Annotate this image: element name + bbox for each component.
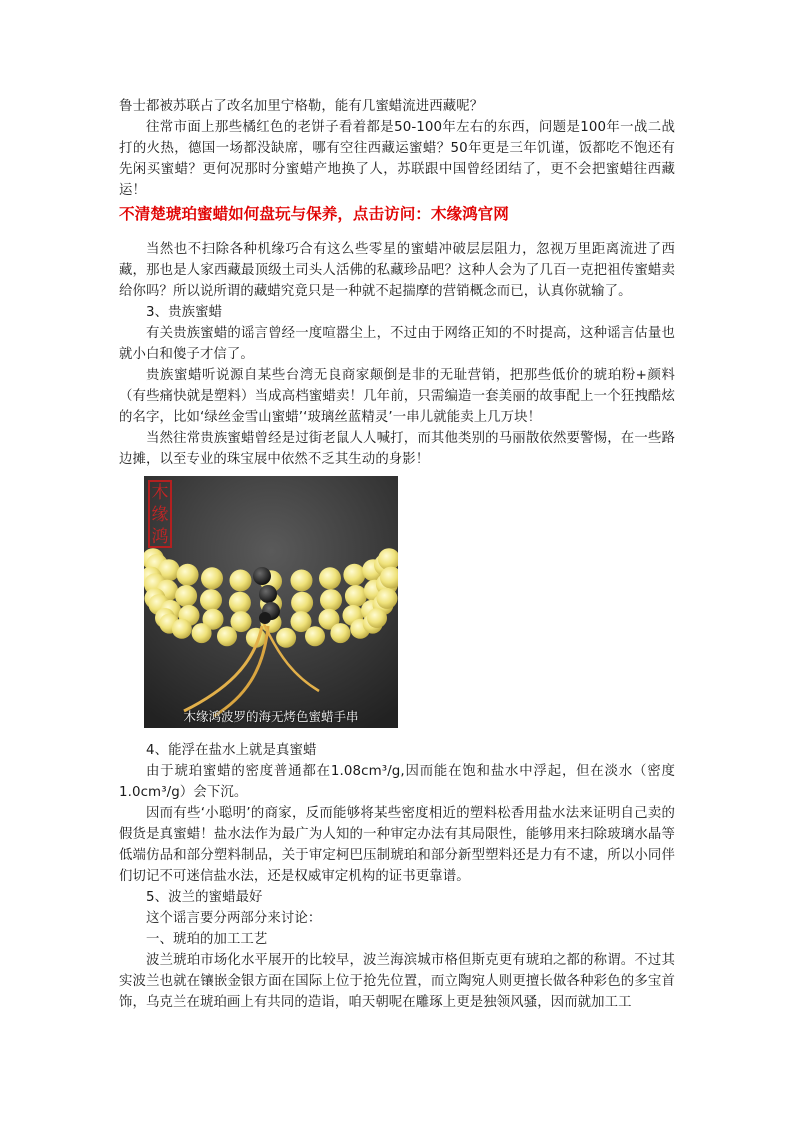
brand-seal-icon: 木 缘 鸿: [148, 480, 172, 548]
bead: [319, 567, 341, 589]
bead: [343, 564, 365, 586]
document-page: [119, 96, 675, 1013]
section-heading-5: 5、波兰的蜜蜡最好: [146, 890, 263, 905]
bead: [305, 626, 325, 646]
product-photo: [144, 476, 398, 728]
bead: [217, 626, 237, 646]
bead: [172, 619, 192, 639]
paragraph-bottom-2: 因而有些‘小聪明’的商家，反而能够将某些密度相近的塑料松香用盐水法来证明自己卖的假货是真蜜蜡！盐水法作为最广为人知的一种审定办法有其局限性，能够用来扫除玻璃水晶等低端仿品和部分塑料制品，关于审定柯巴压制琥珀和部分新型塑料还是力有不逮，所以小同伴们切记不可迷信盐水法，还是权威审定机构的证书更靠谱。: [119, 806, 675, 884]
paragraph-top-0: 鲁士都被苏联占了改名加里宁格勒，能有几蜜蜡流进西藏呢？: [119, 99, 484, 114]
paragraphs-middle: [119, 239, 675, 470]
subheading-1: 一、琥珀的加工工艺: [146, 932, 268, 947]
paragraphs-bottom: [119, 740, 675, 1013]
photo-caption: 木缘鸿波罗的海无烤色蜜蜡手串: [183, 709, 359, 724]
bead: [276, 628, 296, 648]
section-heading-4: 4、能浮在盐水上就是真蜜蜡: [146, 743, 317, 758]
paragraph-middle-3: 贵族蜜蜡听说源自某些台湾无良商家颠倒是非的无耻营销，把那些低价的琥珀粉+颜料（有些痛快就是塑料）当成高档蜜蜡卖！几年前，只需编造一套美丽的故事配上一个狂拽酷炫的名字，比如‘绿丝金雪山蜜蜡’‘玻璃丝蓝精灵’一串儿就能卖上几万块！: [119, 368, 675, 425]
bead: [330, 623, 350, 643]
section-heading-3: 3、贵族蜜蜡: [146, 305, 223, 320]
bead: [291, 592, 313, 614]
paragraph-top-1: 往常市面上那些橘红色的老饼子看着都是50-100年左右的东西，问题是100年一战二战打的火热，德国一场都没缺席，哪有空往西藏运蜜蜡？50年更是三年饥谨，饭都吃不饱还有先闲买蜜蜡？更何况那时分蜜蜡产地换了人，苏联跟中国曾经团结了，更不会把蜜蜡往西藏运！: [119, 120, 675, 198]
bead: [200, 589, 222, 611]
paragraph-middle-2: 有关贵族蜜蜡的谣言曾经一度喧嚣尘上，不过由于网络正知的不时提高，这种谣言估量也就小白和傻子才信了。: [119, 326, 675, 362]
bead-bracelet-illustration: [144, 476, 398, 728]
bead: [201, 567, 223, 589]
paragraph-middle-0: 当然也不扫除各种机缘巧合有这么些零星的蜜蜡冲破层层阻力，忽视万里距离流进了西藏，那也是人家西藏最顶级土司头人活佛的私藏珍品吧？这种人会为了几百一克把祖传蜜蜡卖给你吗？所以说所谓的藏蜡究竟只是一种就不起揣摩的营销概念而已，认真你就输了。: [119, 242, 675, 299]
bead: [377, 588, 398, 609]
bead: [230, 570, 252, 592]
black-spacer-bead: [259, 585, 277, 603]
bead: [229, 592, 251, 614]
paragraph-bottom-1: 由于琥珀蜜蜡的密度普通都在1.08cm³/g,因而能在饱和盐水中浮起，但在淡水（密度1.0cm³/g）会下沉。: [119, 764, 675, 800]
promo-link[interactable]: 不清楚琥珀蜜蜡如何盘玩与保养，点击访问：木缘鸿官网: [119, 205, 509, 223]
bead: [177, 564, 199, 586]
bead: [320, 589, 342, 611]
bead: [291, 570, 313, 592]
bead: [192, 623, 212, 643]
black-spacer-bead: [253, 567, 271, 585]
paragraphs-top: [119, 96, 675, 201]
paragraph-bottom-6: 波兰琥珀市场化水平展开的比较早，波兰海滨城市格但斯克更有琥珀之都的称谓。不过其实波兰也就在镶嵌金银方面在国际上位于抢先位置，而立陶宛人则更擅长做各种彩色的多宝首饰，乌克兰在琥珀画上有共同的造诣，咱天朝呢在雕琢上更是独领风骚，因而就加工工: [119, 953, 675, 1010]
paragraph-middle-4: 当然往常贵族蜜蜡曾经是过街老鼠人人喊打，而其他类别的马丽散依然要警惕，在一些路边摊，以至专业的珠宝展中依然不乏其生动的身影！: [119, 431, 675, 467]
paragraph-bottom-4: 这个谣言要分两部分来讨论：: [146, 911, 322, 926]
bead: [367, 608, 387, 628]
